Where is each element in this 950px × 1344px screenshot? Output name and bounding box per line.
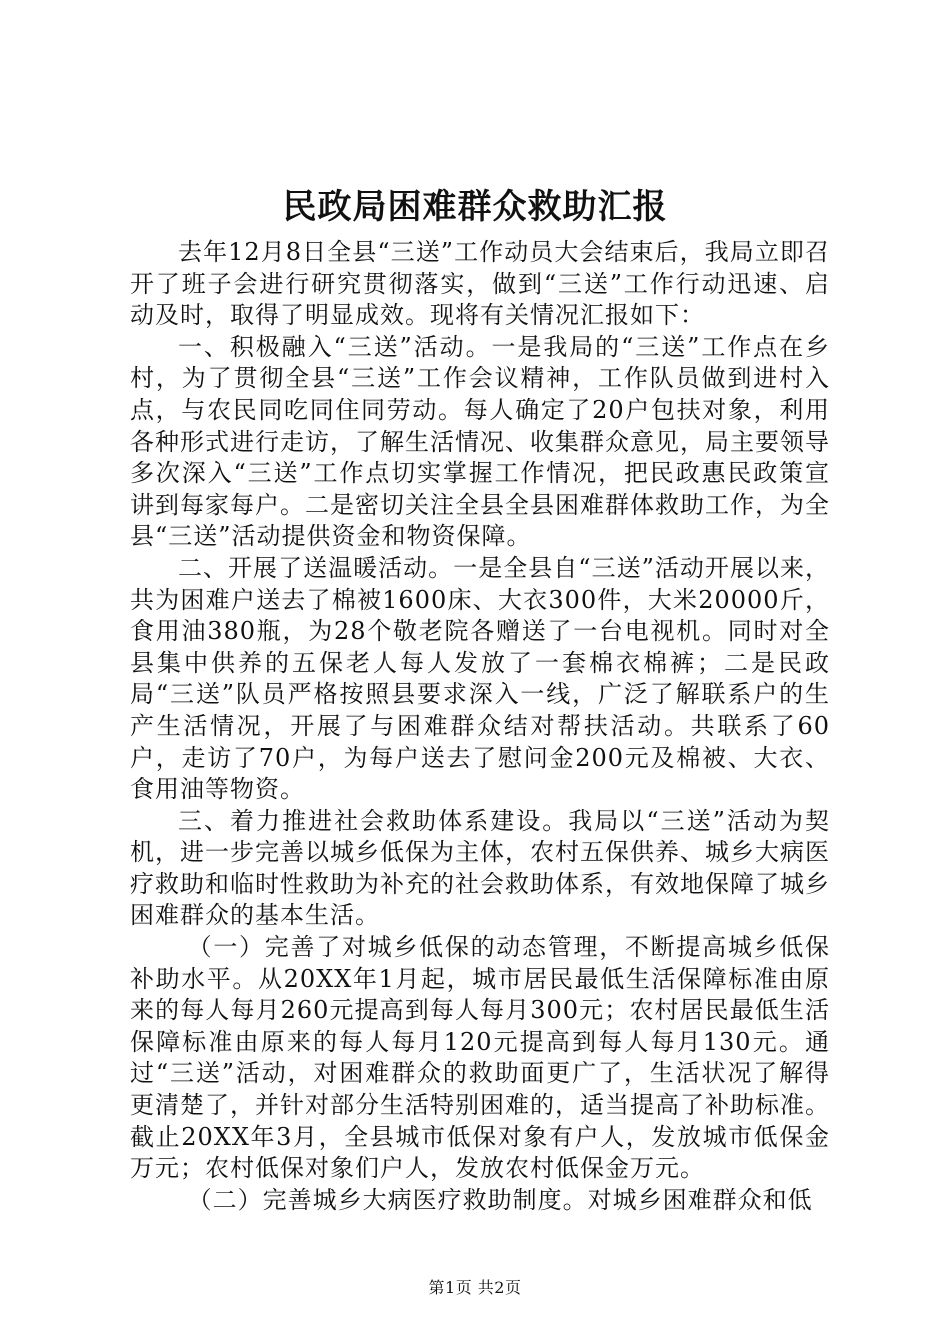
paragraph-subsection-2: （二）完善城乡大病医疗救助制度。对城乡困难群众和低 — [187, 1185, 813, 1214]
paragraph-section-2: 二、开展了送温暖活动。一是全县自“三送”活动开展以来，共为困难户送去了棉被1600床、大衣300件，大米20000斤，食用油380瓶，为28个敬老院各赠送了一台电视机。同时对全县集中供养的五保老人每人发放了一套棉衣棉裤；二是民政局“三送”队员严格按照县要求深入一线，广泛了解联系户的生产生活情况，开展了与困难群众结对帮扶活动。共联系了60户，走访了70户，为每户送去了慰问金200元及棉被、大衣、食用油等物资。 — [130, 553, 830, 804]
paragraph-subsection-1: （一）完善了对城乡低保的动态管理，不断提高城乡低保补助水平。从20XX年1月起，城市居民最低生活保障标准由原来的每人每月260元提高到每人每月300元；农村居民最低生活保障标准由原来的每人每月120元提高到每人每月130元。通过“三送”活动，对困难群众的救助面更广了，生活状况了解得更清楚了，并针对部分生活特别困难的，适当提高了补助标准。截止20XX年3月，全县城市低保对象有户人，发放城市低保金万元；农村低保对象们户人，发放农村低保金万元。 — [130, 933, 830, 1183]
document-body — [130, 237, 830, 1216]
document-title: 民政局困难群众救助汇报 — [282, 187, 668, 227]
page-number-footer: 第1页 共2页 — [428, 1278, 522, 1297]
paragraph-section-3: 三、着力推进社会救助体系建设。我局以“三送”活动为契机，进一步完善以城乡低保为主体，农村五保供养、城乡大病医疗救助和临时性救助为补充的社会救助体系，有效地保障了城乡困难群众的基本生活。 — [130, 806, 830, 930]
paragraph-intro: 去年12月8日全县“三送”工作动员大会结束后，我局立即召开了班子会进行研究贯彻落实，做到“三送”工作行动迅速、启动及时，取得了明显成效。现将有关情况汇报如下： — [130, 238, 830, 330]
paragraph-section-1: 一、积极融入“三送”活动。一是我局的“三送”工作点在乡村，为了贯彻全县“三送”工作会议精神，工作队员做到进村入点，与农民同吃同住同劳动。每人确定了20户包扶对象，利用各种形式进行走访，了解生活情况、收集群众意见，局主要领导多次深入“三送”工作点切实掌握工作情况，把民政惠民政策宣讲到每家每户。二是密切关注全县全县困难群体救助工作，为全县“三送”活动提供资金和物资保障。 — [130, 332, 830, 551]
